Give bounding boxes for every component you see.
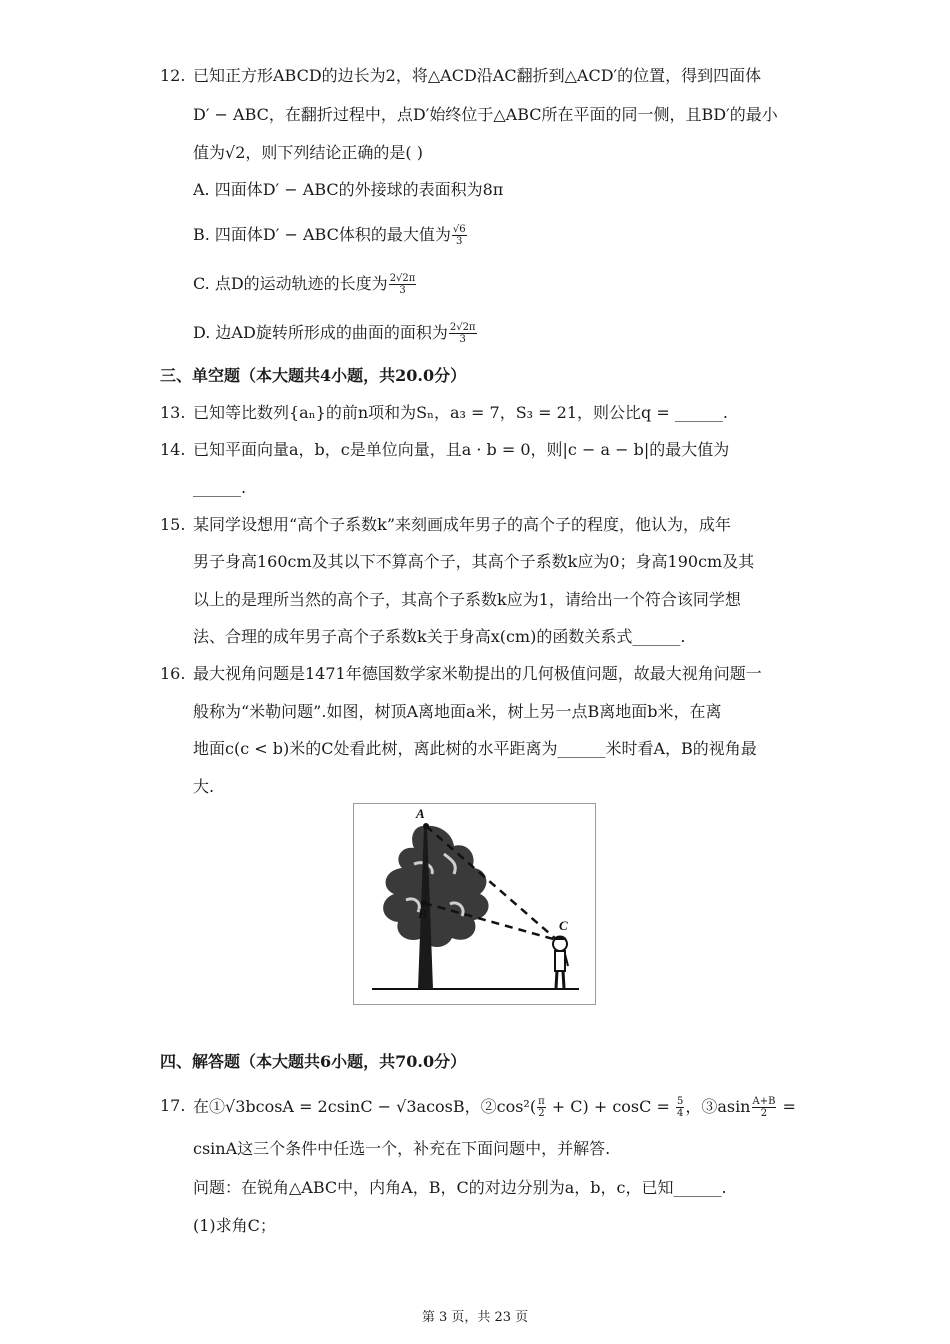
question-13-text: 已知等比数列{aₙ}的前n项和为Sₙ，a₃ = 7，S₃ = 21，则公比q = ______. [193, 403, 728, 422]
label-a: A [416, 806, 425, 821]
question-15-line3: 以上的是理所当然的高个子，其高个子系数k应为1，请给出一个符合该同学想 [193, 590, 741, 609]
question-16-number: 16. [160, 664, 186, 683]
question-16-line2: 般称为“米勒问题”.如图，树顶A离地面a米，树上另一点B离地面b米，在离 [193, 702, 722, 721]
label-b: B [418, 906, 427, 921]
tree-figure [353, 803, 596, 1005]
question-14-text: 已知平面向量a，b，c是单位向量，且a · b = 0，则|c − a − b|的最大值为 [193, 440, 730, 459]
question-17-line4: (1)求角C； [193, 1216, 276, 1235]
fraction: $\frac{2√2\pi}{3}$ [449, 322, 476, 345]
fraction: $\frac{\pi}{2}$ [538, 1096, 545, 1119]
page-footer: 第 3 页，共 23 页 [421, 1310, 529, 1325]
fraction: $\frac{√6}{3}$ [452, 224, 466, 247]
question-16-line1: 最大视角问题是1471年德国数学家米勒提出的几何极值问题，故最大视角问题一 [193, 664, 762, 683]
question-15-line4: 法、合理的成年男子高个子系数k关于身高x(cm)的函数关系式______. [193, 627, 686, 646]
question-15-number: 15. [160, 515, 186, 534]
question-12-line3: 值为√2，则下列结论正确的是( ) [193, 143, 423, 162]
question-17-number: 17. [160, 1096, 186, 1115]
question-15-line1: 某同学设想用“高个子系数k”来刻画成年男子的高个子的程度，他认为，成年 [193, 515, 732, 534]
question-17-line2: csinA这三个条件中任选一个，补充在下面问题中，并解答. [193, 1139, 611, 1158]
label-c: C [559, 918, 568, 933]
question-14-blank: ______. [193, 478, 247, 497]
question-12-number: 12. [160, 66, 186, 85]
fraction: $\frac{2√2\pi}{3}$ [389, 273, 416, 296]
question-12-line2: D′ − ABC，在翻折过程中，点D′始终位于△ABC所在平面的同一侧，且BD′的最小 [193, 105, 778, 124]
fraction: $\frac{A+B}{2}$ [752, 1096, 776, 1119]
question-17-line3: 问题：在锐角△ABC中，内角A，B，C的对边分别为a，b，c，已知______. [193, 1178, 727, 1197]
fraction: $\frac{5}{4}$ [676, 1096, 684, 1119]
question-13-number: 13. [160, 403, 186, 422]
question-12-option-d: D. 边AD旋转所形成的曲面的面积为 $\frac{2√2\pi}{3}$ [193, 322, 476, 345]
section-3-heading: 三、单空题（本大题共4小题，共20.0分） [160, 366, 467, 385]
question-12-line1: 已知正方形ABCD的边长为2，将△ACD沿AC翻折到△ACD′的位置，得到四面体 [193, 66, 762, 85]
question-12-option-a: A. 四面体D′ − ABC的外接球的表面积为8π [193, 180, 504, 199]
tree-foliage [383, 826, 488, 947]
child-figure [553, 936, 568, 989]
question-12-option-b: B. 四面体D′ − ABC体积的最大值为 $\frac{√6}{3}$ [193, 224, 466, 247]
question-17-line1: 在①√3bcosA = 2csinC − √3acosB，②cos²( $\frac{\pi}{2}$ + C) + cosC = $\frac{5}{4}$ ，③asin $\frac{A+B}{2}$ = [193, 1096, 796, 1119]
question-16-line4: 大. [193, 777, 215, 796]
question-14-number: 14. [160, 440, 186, 459]
question-15-line2: 男子身高160cm及其以下不算高个子，其高个子系数k应为0；身高190cm及其 [193, 552, 755, 571]
question-12-option-c: C. 点D的运动轨迹的长度为 $\frac{2√2\pi}{3}$ [193, 273, 416, 296]
tree-diagram [354, 804, 595, 1004]
question-16-line3: 地面c(c < b)米的C处看此树，离此树的水平距离为______米时看A，B的视角最 [193, 739, 757, 758]
section-4-heading: 四、解答题（本大题共6小题，共70.0分） [160, 1052, 467, 1071]
